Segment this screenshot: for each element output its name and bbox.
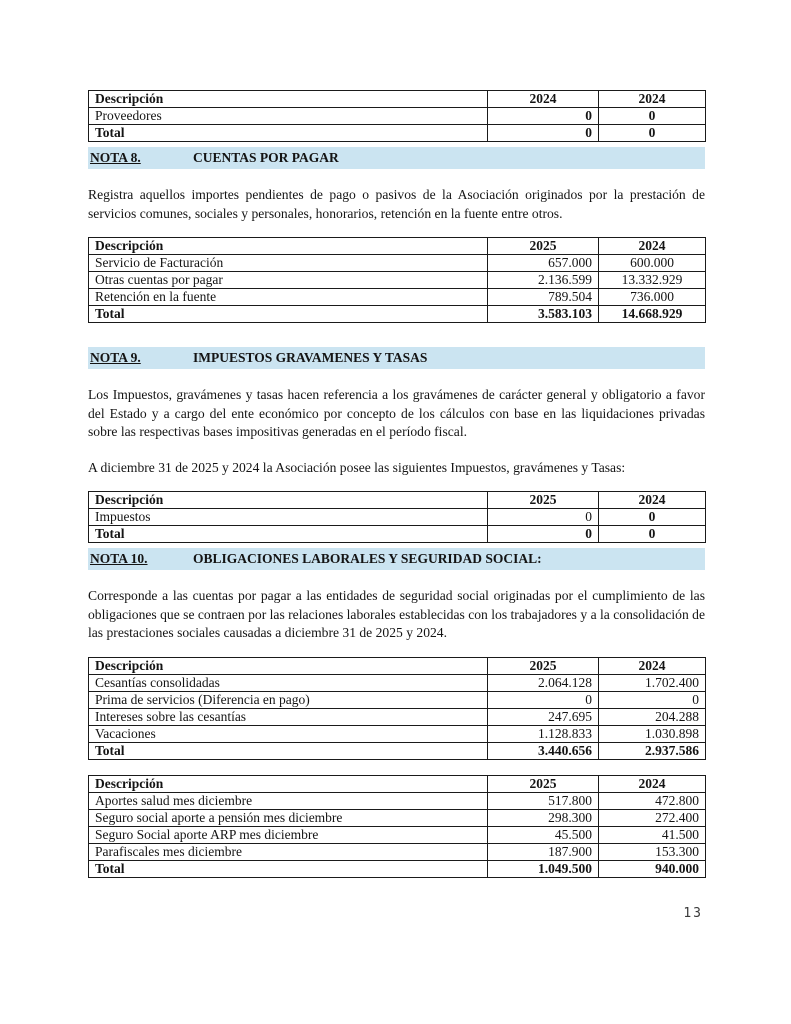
total-value-cell-2024: 2.937.586 [599, 742, 706, 759]
value-cell-2025: 1.128.833 [488, 725, 599, 742]
value-cell-2025: 0 [488, 691, 599, 708]
column-header-2025: 2025 [488, 238, 599, 255]
table-header-row [89, 775, 706, 792]
total-label-cell: Total [89, 306, 488, 323]
value-cell-year1: 0 [488, 108, 599, 125]
total-label-cell: Total [89, 742, 488, 759]
table-header-row [89, 492, 706, 509]
desc-cell: Proveedores [89, 108, 488, 125]
total-value-cell-2024: 14.668.929 [599, 306, 706, 323]
value-cell-2024: 472.800 [599, 792, 706, 809]
obligaciones-laborales-table [88, 657, 706, 760]
total-value-cell-2025: 1.049.500 [488, 860, 599, 877]
column-header-descripcion: Descripción [89, 492, 488, 509]
table-row [89, 792, 706, 809]
table-total-row [89, 860, 706, 877]
nota8-title: CUENTAS POR PAGAR [193, 150, 339, 165]
column-header-2025: 2025 [488, 492, 599, 509]
value-cell-2025: 187.900 [488, 843, 599, 860]
column-header-descripcion: Descripción [89, 657, 488, 674]
desc-cell: Impuestos [89, 509, 488, 526]
value-cell-2025: 2.136.599 [488, 272, 599, 289]
table-row [89, 843, 706, 860]
nota8-label: NOTA 8. [90, 150, 141, 165]
table-row [89, 509, 706, 526]
table-row [89, 272, 706, 289]
desc-cell: Intereses sobre las cesantías [89, 708, 488, 725]
column-header-2025: 2025 [488, 657, 599, 674]
impuestos-table [88, 491, 706, 543]
desc-cell: Cesantías consolidadas [89, 674, 488, 691]
table-row [89, 708, 706, 725]
value-cell-2024: 600.000 [599, 255, 706, 272]
desc-cell: Aportes salud mes diciembre [89, 792, 488, 809]
value-cell-year2: 0 [599, 108, 706, 125]
table-total-row [89, 742, 706, 759]
value-cell-2024: 272.400 [599, 809, 706, 826]
table-total-row [89, 306, 706, 323]
value-cell-2024: 0 [599, 691, 706, 708]
value-cell-2024: 204.288 [599, 708, 706, 725]
value-cell-2024: 0 [599, 509, 706, 526]
nota10-heading [88, 548, 705, 570]
nota10-title: OBLIGACIONES LABORALES Y SEGURIDAD SOCIAL: [193, 551, 542, 566]
table-header-row [89, 238, 706, 255]
value-cell-2025: 2.064.128 [488, 674, 599, 691]
column-header-2024: 2024 [599, 657, 706, 674]
column-header-descripcion: Descripción [89, 238, 488, 255]
value-cell-2024: 41.500 [599, 826, 706, 843]
value-cell-2025: 298.300 [488, 809, 599, 826]
page-number: 13 [683, 906, 703, 921]
nota9-title: IMPUESTOS GRAVAMENES Y TASAS [193, 350, 428, 365]
nota8-paragraph: Registra aquellos importes pendientes de pago o pasivos de la Asociación originados por la prestación de servicios comunes, sociales y personales, honorarios, retención en la fuente entre otros. [88, 187, 705, 221]
table-row [89, 809, 706, 826]
column-header-descripcion: Descripción [89, 775, 488, 792]
total-value-cell-2025: 3.583.103 [488, 306, 599, 323]
nota9-paragraph-1: Los Impuestos, gravámenes y tasas hacen referencia a los gravámenes de carácter general y obligatorio a favor del Estado y a cargo del ente económico por concepto de los cálculos con base en las liquidaciones privadas sobre las respectivas bases impositivas generadas en el período fiscal. [88, 387, 705, 439]
table-row [89, 289, 706, 306]
cuentas-por-pagar-table [88, 237, 706, 323]
total-value-cell-year1: 0 [488, 125, 599, 142]
table-header-row [89, 91, 706, 108]
column-header-2025: 2025 [488, 775, 599, 792]
desc-cell: Prima de servicios (Diferencia en pago) [89, 691, 488, 708]
desc-cell: Parafiscales mes diciembre [89, 843, 488, 860]
nota9-paragraph-2: A diciembre 31 de 2025 y 2024 la Asociación posee las siguientes Impuestos, gravámenes y Tasas: [88, 459, 626, 475]
value-cell-2025: 0 [488, 509, 599, 526]
table-row [89, 691, 706, 708]
value-cell-2025: 247.695 [488, 708, 599, 725]
total-label-cell: Total [89, 526, 488, 543]
value-cell-2025: 45.500 [488, 826, 599, 843]
table-total-row [89, 526, 706, 543]
column-header-2024: 2024 [599, 775, 706, 792]
value-cell-2024: 1.030.898 [599, 725, 706, 742]
total-value-cell-year2: 0 [599, 125, 706, 142]
value-cell-2024: 1.702.400 [599, 674, 706, 691]
desc-cell: Otras cuentas por pagar [89, 272, 488, 289]
column-header-2024: 2024 [599, 238, 706, 255]
desc-cell: Vacaciones [89, 725, 488, 742]
table-row [89, 674, 706, 691]
desc-cell: Seguro Social aporte ARP mes diciembre [89, 826, 488, 843]
desc-cell: Seguro social aporte a pensión mes diciembre [89, 809, 488, 826]
nota10-paragraph: Corresponde a las cuentas por pagar a las entidades de seguridad social originadas por el cumplimiento de las obligaciones que se contraen por las relaciones laborales establecidas con los trabajadores y a la consolidación de las prestaciones sociales causadas a diciembre 31 de 2025 y 2024. [88, 588, 705, 640]
total-label-cell: Total [89, 125, 488, 142]
table-row [89, 255, 706, 272]
total-value-cell-2024: 940.000 [599, 860, 706, 877]
nota9-label: NOTA 9. [90, 350, 141, 365]
total-value-cell-2025: 0 [488, 526, 599, 543]
total-value-cell-2024: 0 [599, 526, 706, 543]
table-row [89, 826, 706, 843]
value-cell-2025: 789.504 [488, 289, 599, 306]
table-total-row [89, 125, 706, 142]
value-cell-2024: 736.000 [599, 289, 706, 306]
column-header-descripcion: Descripción [89, 91, 488, 108]
desc-cell: Servicio de Facturación [89, 255, 488, 272]
aportes-table [88, 775, 706, 878]
nota10-label: NOTA 10. [90, 551, 148, 566]
column-header-2024: 2024 [599, 492, 706, 509]
total-value-cell-2025: 3.440.656 [488, 742, 599, 759]
value-cell-2025: 517.800 [488, 792, 599, 809]
value-cell-2024: 13.332.929 [599, 272, 706, 289]
nota9-heading [88, 347, 705, 369]
table-row [89, 108, 706, 125]
desc-cell: Retención en la fuente [89, 289, 488, 306]
proveedores-table [88, 90, 706, 142]
table-row [89, 725, 706, 742]
total-label-cell: Total [89, 860, 488, 877]
nota8-heading [88, 147, 705, 169]
value-cell-2024: 153.300 [599, 843, 706, 860]
value-cell-2025: 657.000 [488, 255, 599, 272]
column-header-year2: 2024 [599, 91, 706, 108]
table-header-row [89, 657, 706, 674]
column-header-year1: 2024 [488, 91, 599, 108]
